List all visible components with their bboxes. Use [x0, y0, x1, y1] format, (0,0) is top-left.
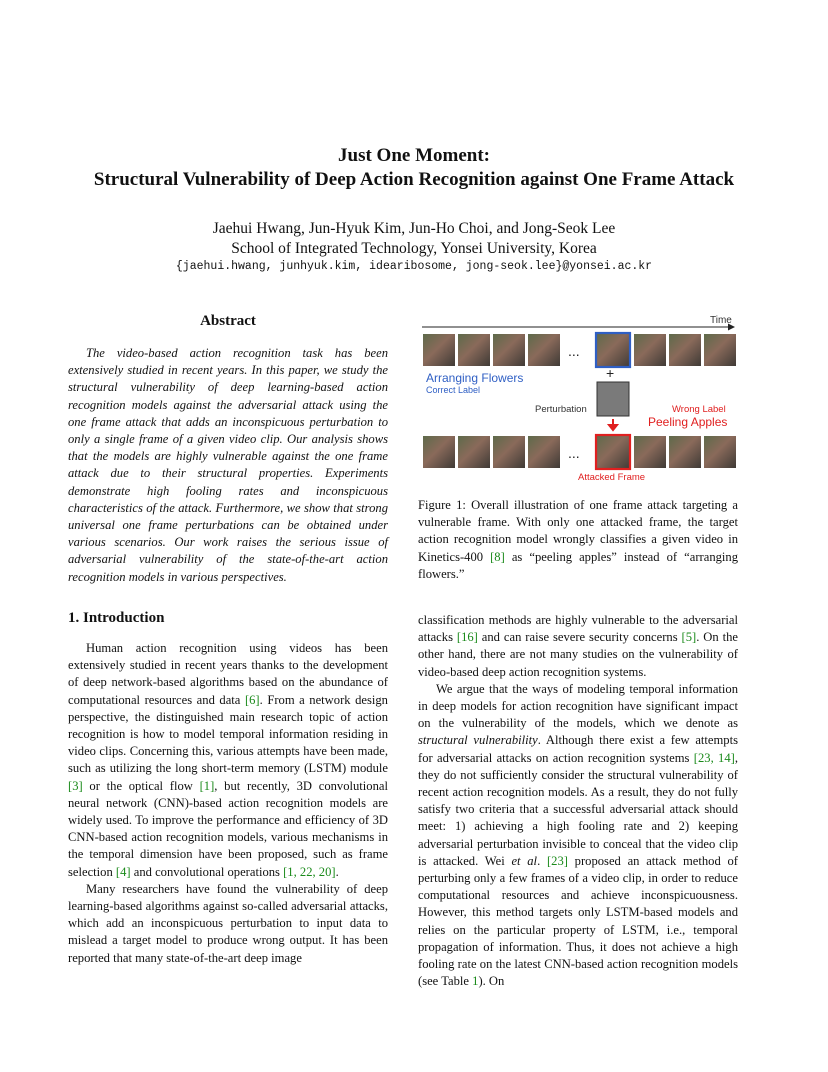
emails: {jaehui.hwang, junhyuk.kim, idearibosome, jong-seok.lee}@yonsei.ac.kr [175, 260, 653, 273]
citation[interactable]: [5] [681, 630, 697, 645]
correct-class: Arranging Flowers [426, 371, 524, 385]
video-frame [669, 334, 701, 366]
right-column [418, 612, 738, 990]
abstract-text: The video-based action recognition task has been extensively studied in recent years. In this paper, we study the structural vulnerability of deep learning-based action recognition models against the adversarial attack using the one frame attack that adds an inconspicuous perturbation to only a single frame of a given video clip. Our analysis shows that the models are highly vulnerable against the one frame attack due to their structural properties. Experiments demonstrate high fooling rates and inconspicuous characteristics of the attack. Furthermore, we show that strong universal one frame perturbations can be obtained under various scenarios. Our work raises the serious issue of adversarial vulnerability of the state-of-the-art action recognition models in various perspectives. [68, 346, 388, 584]
authors: Jaehui Hwang, Jun-Hyuk Kim, Jun-Ho Choi, and Jong-Seok Lee [212, 220, 616, 237]
video-frame [458, 436, 490, 468]
abstract-heading: Abstract [200, 313, 256, 329]
video-frame [493, 436, 525, 468]
paper-title [0, 144, 828, 192]
video-frame [704, 436, 736, 468]
citation[interactable]: [1] [199, 778, 215, 793]
title-line-2: Structural Vulnerability of Deep Action Recognition against One Frame Attack [93, 169, 735, 190]
author-block [0, 219, 828, 259]
video-frame [423, 334, 455, 366]
time-label: Time [710, 315, 732, 326]
ellipsis: ... [568, 445, 580, 461]
video-frame [423, 436, 455, 468]
caption-text: as “peeling apples” instead of “arranging flowers.” [418, 549, 739, 581]
citation[interactable]: [3] [68, 778, 83, 793]
perturbation-label: Perturbation [535, 404, 587, 415]
video-frame [634, 436, 666, 468]
video-frame [704, 334, 736, 366]
paragraph: Many researchers have found the vulnerability of deep learning-based algorithms against so-called adversarial attacks, which add an inconspicuous perturbation to input data to mislead a target model to produce wrong output. It has been reported that many state-of-the-art deep image [68, 881, 388, 965]
left-column [68, 640, 388, 967]
top-frame-row [423, 333, 736, 367]
attacked-frame [596, 435, 630, 469]
attacked-frame-label: Attacked Frame [578, 472, 646, 483]
perturbation-box [597, 382, 629, 416]
paragraph: classification methods are highly vulnerable to the adversarial attacks [16] and can raise severe security concerns [5]. On the other hand, there are not many studies on the vulnerability of video-based deep action recognition systems. [418, 613, 738, 679]
vulnerable-frame [596, 333, 630, 367]
citation[interactable]: [23, 14] [693, 750, 735, 765]
correct-label: Correct Label [426, 385, 481, 395]
paragraph: Human action recognition using videos has been extensively studied in recent years thanks to the development of deep network-based algorithms based on the abundance of computational resources and data [6]. From a network design perspective, the distinguished main research topic of action recognition is how to model temporal information residing in video clips. Concerning this, various attempts have been made, such as utilizing the long short-term memory (LSTM) module [3] or the optical flow [1], but recently, 3D convolutional neural network (CNN)-based action recognition models are widely used. To improve the performance and efficiency of 3D CNN-based action recognition models, various mechanisms in the temporal dimension have been proposed, such as frame selection [4] and convolutional operations [1, 22, 20]. [68, 641, 388, 879]
paragraph: We argue that the ways of modeling temporal information in deep models for action recognition have significant impact on the vulnerability of the models, which we denote as structural vulnerability. Although there exist a few attempts for adversarial attacks on action recognition systems [23, 14], they do not sufficiently consider the structural vulnerability of recent action recognition models. As a result, they do not fully satisfy two criteria that a successful adversarial attack should meet: 1) achieving a high fooling rate and 2) keeping adversarial perturbation invisible to conceal that the video clip is attacked. Wei et al. [23] proposed an attack method of perturbing only a few frames of a video clip, in order to reduce computational resources and achieve inconspicuousness. However, this method targets only LSTM-based models and relies on the particular property of LSTM, i.e., temporal propagation of information. Thus, it does not achieve a high fooling rate on the latest CNN-based action recognition models (see Table 1). On [418, 681, 739, 989]
citation[interactable]: [4] [115, 864, 131, 879]
citation[interactable]: [16] [456, 630, 478, 645]
video-frame [669, 436, 701, 468]
ellipsis: ... [568, 343, 580, 359]
citation[interactable]: [8] [490, 549, 505, 564]
title-line-1: Just One Moment: [338, 145, 490, 166]
citation[interactable]: [6] [244, 692, 260, 707]
affiliation: School of Integrated Technology, Yonsei University, Korea [231, 240, 597, 257]
citation[interactable]: [1, 22, 20] [283, 864, 336, 879]
video-frame [634, 334, 666, 366]
citation[interactable]: [23] [546, 853, 568, 868]
wrong-label: Wrong Label [672, 404, 726, 415]
plus-sign: + [606, 365, 615, 381]
video-frame [493, 334, 525, 366]
video-frame [458, 334, 490, 366]
figure-caption [418, 497, 738, 583]
figure-1 [418, 312, 740, 487]
wrong-class: Peeling Apples [648, 415, 728, 429]
video-frame [528, 436, 560, 468]
table-reference[interactable]: 1 [472, 974, 479, 989]
video-frame [528, 334, 560, 366]
red-arrow-icon [609, 419, 617, 430]
caption-text: Figure 1: Overall illustration of one frame attack targeting a vulnerable frame. With only one attacked frame, the target action recognition model wrongly classifies a given video in Kinetics-400 [418, 498, 738, 564]
bottom-frame-row [423, 435, 736, 469]
section-heading: 1. Introduction [68, 610, 165, 626]
